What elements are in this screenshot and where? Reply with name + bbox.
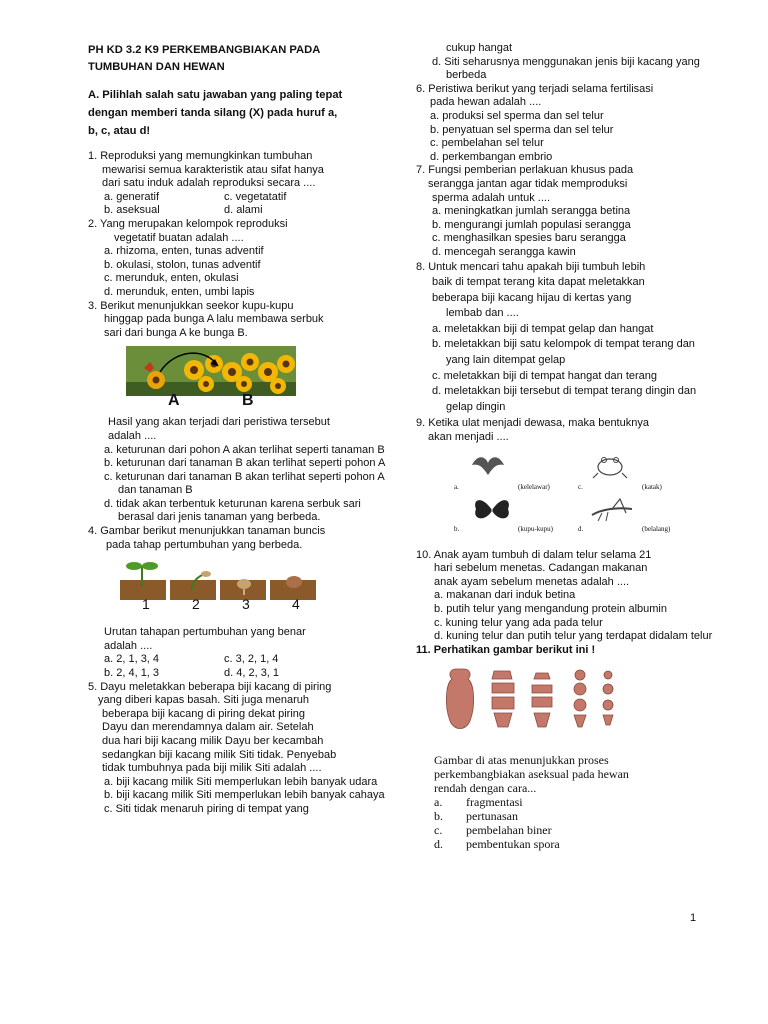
right-column bbox=[416, 42, 716, 851]
question-11: 11. Perhatikan gambar berikut ini ! Gambar di atas menunjukkan proses perkembangbiakan aseksual pada hewan rendah dengan cara... a. fragmentasi b. pertunasan c. pembelahan biner d. pembentukan spora bbox=[416, 644, 716, 852]
option-a[interactable]: a. makanan dari induk betina bbox=[434, 589, 576, 602]
option-d[interactable]: d. mencegah serangga kawin bbox=[432, 245, 576, 258]
option-c[interactable]: c. vegetatatif bbox=[224, 190, 287, 203]
option-b[interactable]: b. meletakkan biji satu kelompok di tempat terang dan yang lain ditempat gelap bbox=[432, 338, 695, 367]
question-2: 2. Yang merupakan kelompok reproduksi vegetatif buatan adalah .... a. rhizoma, enten, tunas adventif b. okulasi, stolon, tunas adventif c. merunduk, enten, okulasi d. merunduk, enten, umbi lapis bbox=[88, 218, 388, 300]
question-7: 7. Fungsi pemberian perlakuan khusus pada serangga jantan agar tidak memproduksi sperma adalah untuk .... a. meningkatkan jumlah serangga betina b. mengurangi jumlah populasi serangga c. menghasilkan spesies baru serangga d. mencegah serangga kawin bbox=[416, 164, 716, 259]
option-a[interactable]: a. 2, 1, 3, 4 bbox=[104, 653, 160, 666]
option-b[interactable]: b. pertunasan bbox=[434, 809, 518, 824]
question-4: 4. Gambar berikut menunjukkan tanaman buncis pada tahap pertumbuhan yang berbeda. 1 2 3 4 Urutan tahapan pertumbuhan yang benar adalah .... a. 2, 1, 3, 4 c. 3, 2, 1, 4 b. 2, 4, 1, 3 d. 4, 2, 3, 1 bbox=[88, 525, 388, 681]
stage-4: 4 bbox=[292, 596, 300, 613]
option-d[interactable]: d. Siti seharusnya menggunakan jenis biji kacang yang berbeda bbox=[432, 55, 700, 82]
question-1: 1. Reproduksi yang memungkinkan tumbuhan mewarisi semua karakteristik atau sifat hanya dari satu induk adalah reproduksi secara .... a. generatif c. vegetatatif b. aseksual d. alami bbox=[88, 150, 388, 218]
stage-2: 2 bbox=[192, 596, 200, 613]
page-title: PH KD 3.2 K9 PERKEMBANGBIAKAN PADA TUMBUHAN DAN HEWAN bbox=[88, 44, 321, 73]
question-6: 6. Peristiwa berikut yang terjadi selama fertilisasi pada hewan adalah .... a. produksi sel sperma dan sel telur b. penyatuan sel sperma dan sel telur c. pembelahan sel telur d. perkembangan embrio bbox=[416, 83, 716, 165]
stage-3: 3 bbox=[242, 596, 250, 613]
option-b[interactable]: b. penyatuan sel sperma dan sel telur bbox=[430, 123, 614, 136]
question-5: 5. Dayu meletakkan beberapa biji kacang di piring yang diberi kapas basah. Siti juga menaruh beberapa biji kacang di piring dekat piring Dayu dan merendamnya dalam air. Setelah dua hari biji kacang milik Dayu ber kecambah sedangkan biji kacang milik Siti tidak. Penyebab tidak tumbuhnya pada biji milik Siti adalah .... a. biji kacang milik Siti memperlukan lebih banyak udara b. biji kacang milik Siti memperlukan lebih banyak cahaya c. Siti tidak menaruh piring di tempat yang bbox=[88, 681, 388, 817]
fragmentation-image bbox=[440, 665, 716, 743]
instruction: A. Pilihlah salah satu jawaban yang paling tepat dengan memberi tanda silang (X) pada huruf a, b, c, atau d! bbox=[88, 89, 343, 137]
option-c-continued: cukup hangat bbox=[446, 42, 513, 54]
option-c[interactable]: c. pembelahan sel telur bbox=[430, 137, 544, 150]
option-c[interactable]: c. keturunan dari tanaman B akan terlihat seperti pohon A dan tanaman B bbox=[104, 470, 385, 497]
bean-growth-image bbox=[120, 560, 388, 616]
option-d[interactable]: d. meletakkan biji tersebut di tempat terang dingin dan gelap dingin bbox=[432, 385, 697, 413]
option-c[interactable]: c. Siti tidak menaruh piring di tempat yang bbox=[104, 802, 309, 815]
option-d[interactable]: d. tidak akan terbentuk keturunan karena serbuk sari berasal dari jenis tanaman yang berbeda. bbox=[104, 497, 361, 524]
butterfly-icon bbox=[472, 495, 512, 525]
option-b[interactable]: b. biji kacang milik Siti memperlukan lebih banyak cahaya bbox=[104, 789, 385, 802]
page-number: 1 bbox=[690, 912, 697, 924]
option-c[interactable]: c. kuning telur yang ada pada telur bbox=[434, 616, 603, 629]
question-8: 8. Untuk mencari tahu apakah biji tumbuh lebih baik di tempat terang kita dapat meletakkan beberapa biji kacang hijau di kertas yang lembab dan .... a. meletakkan biji di tempat gelap dan hangat b. meletakkan biji satu kelompok di tempat terang dan yang lain ditempat gelap c. meletakkan biji di tempat hangat dan terang d. meletakkan biji tersebut di tempat terang dingin dan gelap dingin bbox=[416, 260, 716, 416]
option-b[interactable]: b. okulasi, stolon, tunas adventif bbox=[104, 258, 261, 271]
option-b[interactable]: b. putih telur yang mengandung protein albumin bbox=[434, 603, 667, 615]
option-d[interactable]: d. 4, 2, 3, 1 bbox=[224, 667, 280, 680]
option-a[interactable]: a. produksi sel sperma dan sel telur bbox=[430, 109, 604, 122]
option-b[interactable]: b. mengurangi jumlah populasi serangga bbox=[432, 218, 631, 231]
option-c[interactable]: c. menghasilkan spesies baru serangga bbox=[432, 232, 626, 245]
option-a[interactable]: a. fragmentasi bbox=[434, 795, 523, 810]
option-a[interactable]: a. biji kacang milik Siti memperlukan lebih banyak udara bbox=[104, 775, 378, 788]
option-c[interactable]: c. pembelahan biner bbox=[434, 823, 552, 838]
label-b: B bbox=[242, 392, 254, 410]
question-9: 9. Ketika ulat menjadi dewasa, maka bentuknya akan menjadi .... a. (kelelawar) c. (katak) b. (kupu-kupu) d. (belalang) bbox=[416, 417, 716, 540]
question-3: 3. Berikut menunjukkan seekor kupu-kupu hinggap pada bunga A lalu membawa serbuk sari dari bunga A ke bunga B. A B Hasil yang akan terjadi dari peristiwa tersebut adalah .... a. keturunan dari pohon A akan terlihat seperti tanaman B b. keturunan dari tanaman B akan terlihat seperti pohon A c. keturunan dari tanaman B akan terlihat seperti pohon A dan tanaman B d. tidak akan terbentuk keturunan karena serbuk sari berasal dari jenis tanaman yang berbeda. bbox=[88, 300, 388, 526]
option-a[interactable]: a. meningkatkan jumlah serangga betina bbox=[432, 205, 631, 218]
option-d[interactable]: d. merunduk, enten, umbi lapis bbox=[104, 285, 255, 298]
grasshopper-icon bbox=[588, 495, 636, 525]
option-a[interactable]: a. keturunan dari pohon A akan terlihat seperti tanaman B bbox=[104, 443, 385, 456]
left-column bbox=[88, 42, 388, 817]
option-d[interactable]: d. alami bbox=[224, 204, 263, 217]
animal-options-image: a. (kelelawar) c. (katak) b. (kupu-kupu) d. (belalang) bbox=[454, 451, 704, 541]
option-d[interactable]: d. pembentukan spora bbox=[434, 837, 560, 852]
option-a[interactable]: a. meletakkan biji di tempat gelap dan hangat bbox=[432, 322, 654, 335]
option-c[interactable]: c. meletakkan biji di tempat hangat dan terang bbox=[432, 369, 658, 382]
option-d[interactable]: d. perkembangan embrio bbox=[430, 150, 553, 163]
option-a[interactable]: a. generatif bbox=[104, 190, 160, 203]
sunflower-image bbox=[126, 346, 388, 412]
option-b[interactable]: b. aseksual bbox=[104, 204, 160, 217]
option-a[interactable]: a. rhizoma, enten, tunas adventif bbox=[104, 245, 264, 258]
option-b[interactable]: b. keturunan dari tanaman B akan terlihat seperti pohon A bbox=[104, 457, 386, 470]
bat-icon bbox=[468, 451, 508, 481]
planaria-fragmentation-icon bbox=[440, 665, 620, 735]
sunflower-field-icon bbox=[126, 346, 296, 396]
question-10: 10. Anak ayam tumbuh di dalam telur selama 21 hari sebelum menetas. Cadangan makanan anak ayam sebelum menetas adalah .... a. makanan dari induk betina b. putih telur yang mengandung protein albumin c. kuning telur yang ada pada telur d. kuning telur dan putih telur yang terdapat didalam telur bbox=[416, 549, 716, 644]
stage-1: 1 bbox=[142, 596, 150, 613]
frog-icon bbox=[590, 451, 630, 481]
option-c[interactable]: c. 3, 2, 1, 4 bbox=[224, 653, 279, 666]
question-11-text: Gambar di atas menunjukkan proses perkembangbiakan aseksual pada hewan rendah dengan cara... a. fragmentasi b. pertunasan c. pembelahan biner d. pembentukan spora bbox=[416, 753, 716, 851]
label-a: A bbox=[168, 392, 180, 410]
option-b[interactable]: b. 2, 4, 1, 3 bbox=[104, 667, 160, 680]
bean-stages-icon bbox=[120, 560, 320, 600]
option-c[interactable]: c. merunduk, enten, okulasi bbox=[104, 272, 239, 285]
option-d[interactable]: d. kuning telur dan putih telur yang terdapat didalam telur bbox=[434, 630, 713, 643]
